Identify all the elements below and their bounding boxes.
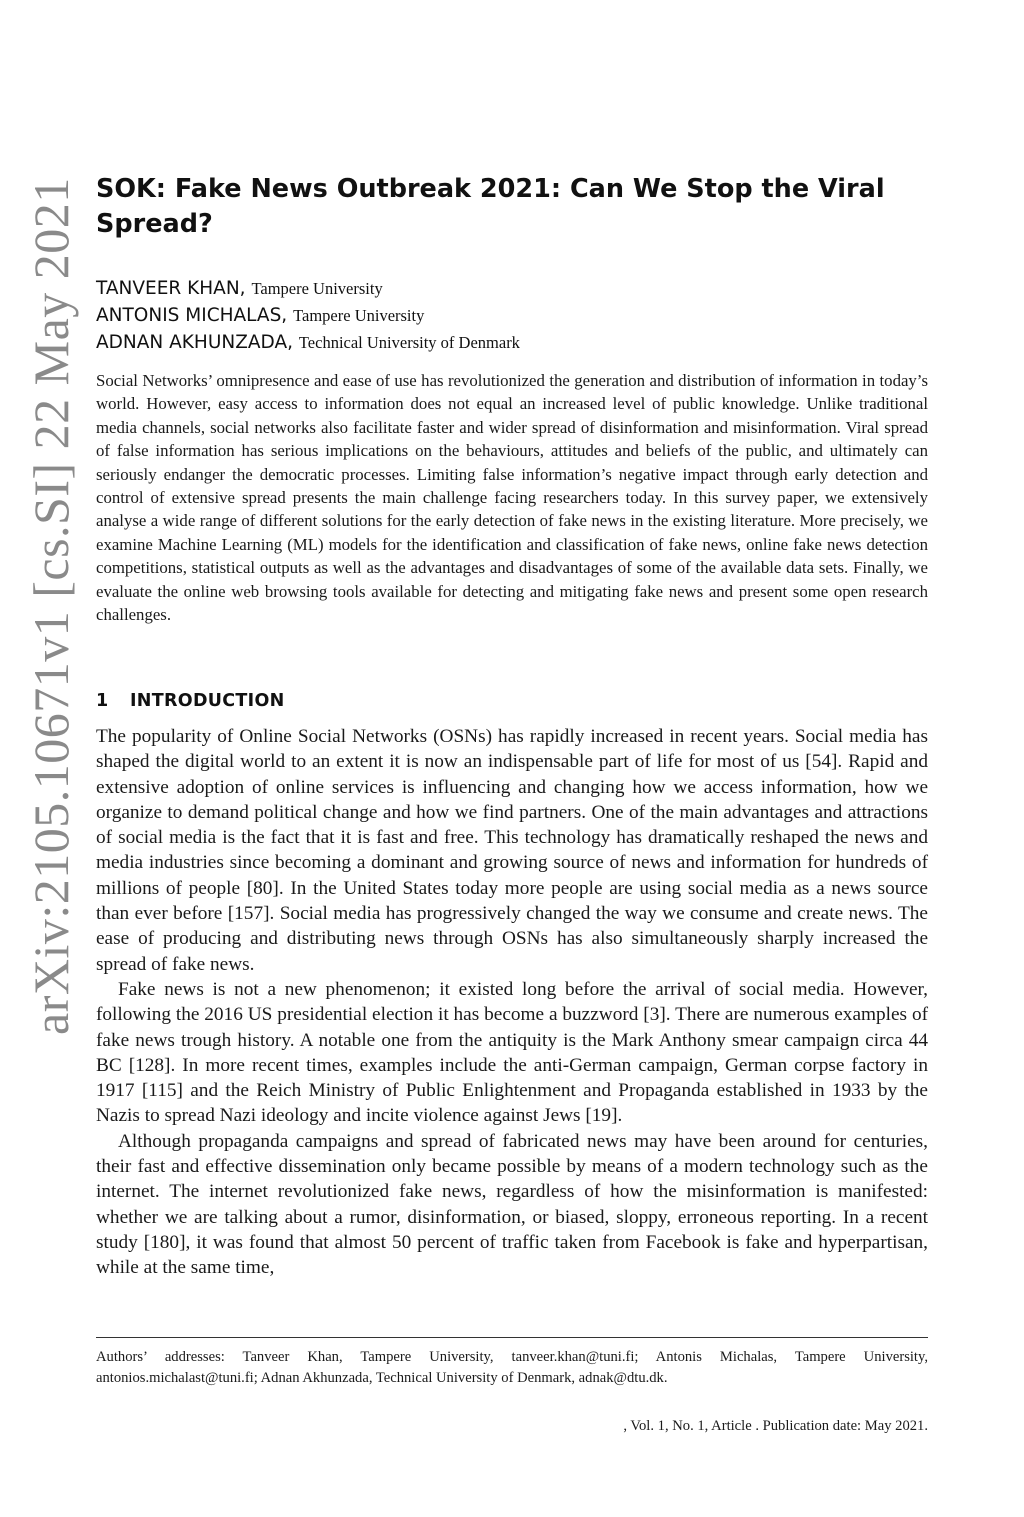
author-entry: [96, 302, 928, 329]
section-number: 1: [96, 691, 109, 711]
arxiv-identifier-stamp: arXiv:2105.10671v1 [cs.SI] 22 May 2021: [23, 177, 79, 1035]
author-name: ANTONIS MICHALAS,: [96, 305, 288, 326]
abstract: Social Networks’ omnipresence and ease of use has revolutionized the generation and distribution of information in today’s world. However, easy access to information does not equal an increased level of public knowledge. Unlike traditional media channels, social networks also facilitate faster and wider spread of disinformation and misinformation. Viral spread of false information has serious implications on the behaviours, attitudes and beliefs of the public, and ultimately can seriously endanger the democratic processes. Limiting false information’s negative impact through early detection and control of extensive spread presents the main challenge facing researchers today. In this survey paper, we extensively analyse a wide range of different solutions for the early detection of fake news in the existing literature. More precisely, we examine Machine Learning (ML) models for the identification and classification of fake news, online fake news detection competitions, statistical outputs as well as the advantages and disadvantages of some of the available data sets. Finally, we evaluate the online web browsing tools available for detecting and mitigating fake news and present some open research challenges.: [96, 371, 928, 625]
section-heading: [96, 691, 928, 711]
paper-title: SOK: Fake News Outbreak 2021: Can We Stop the Viral Spread?: [96, 174, 885, 239]
body-text: [96, 724, 928, 1281]
author-entry: [96, 275, 928, 302]
author-entry: [96, 329, 928, 356]
author-addresses-footnote: Authors’ addresses: Tanveer Khan, Tampere University, tanveer.khan@tuni.fi; Antonis Michalas, Tampere University, antonios.michalast@tuni.fi; Adnan Akhunzada, Technical University of Denmark, adnak@dtu.dk.: [96, 1349, 928, 1386]
body-paragraph: Fake news is not a new phenomenon; it existed long before the arrival of social media. However, following the 2016 US presidential election it has become a buzzword [3]. There are numerous examples of fake news trough history. A notable one from the antiquity is the Mark Anthony smear campaign circa 44 BC [128]. In more recent times, examples include the anti-German campaign, German corpse factory in 1917 [115] and the Reich Ministry of Public Enlightenment and Propaganda established in 1933 by the Nazis to spread Nazi ideology and incite violence against Jews [19].: [96, 978, 928, 1127]
publication-footer: , Vol. 1, No. 1, Article . Publication date: May 2021.: [623, 1418, 928, 1434]
section-title: INTRODUCTION: [130, 691, 285, 711]
author-affiliation: Tampere University: [293, 306, 425, 325]
body-paragraph: The popularity of Online Social Networks (OSNs) has rapidly increased in recent years. Social media has shaped the digital world to an extent it is now an indispensable part of life for most of us [54]. Rapid and extensive adoption of online services is influencing and changing how we access information, how we organize to demand political change and how we find partners. One of the main advantages and attractions of social media is the fact that it is fast and free. This technology has dramatically reshaped the news and media industries since becoming a dominant and growing source of news and information for hundreds of millions of people [80]. In the United States today more people are using social media as a news source than ever before [157]. Social media has progressively changed the way we consume and create news. The ease of producing and distributing news through OSNs has also simultaneously sharply increased the spread of fake news.: [96, 726, 928, 975]
body-paragraph: Although propaganda campaigns and spread of fabricated news may have been around for centuries, their fast and effective dissemination only became possible by means of a modern technology such as the internet. The internet revolutionized fake news, regardless of how the misinformation is manifested: whether we are talking about a rumor, disinformation, or biased, sloppy, erroneous reporting. In a recent study [180], it was found that almost 50 percent of traffic taken from Facebook is fake and hyperpartisan, while at the same time,: [96, 1130, 928, 1279]
author-name: ADNAN AKHUNZADA,: [96, 332, 293, 353]
author-affiliation: Tampere University: [251, 279, 383, 298]
author-list: [96, 275, 928, 356]
author-affiliation: Technical University of Denmark: [298, 333, 520, 352]
footnote-divider: [96, 1337, 928, 1338]
author-name: TANVEER KHAN,: [96, 278, 246, 299]
